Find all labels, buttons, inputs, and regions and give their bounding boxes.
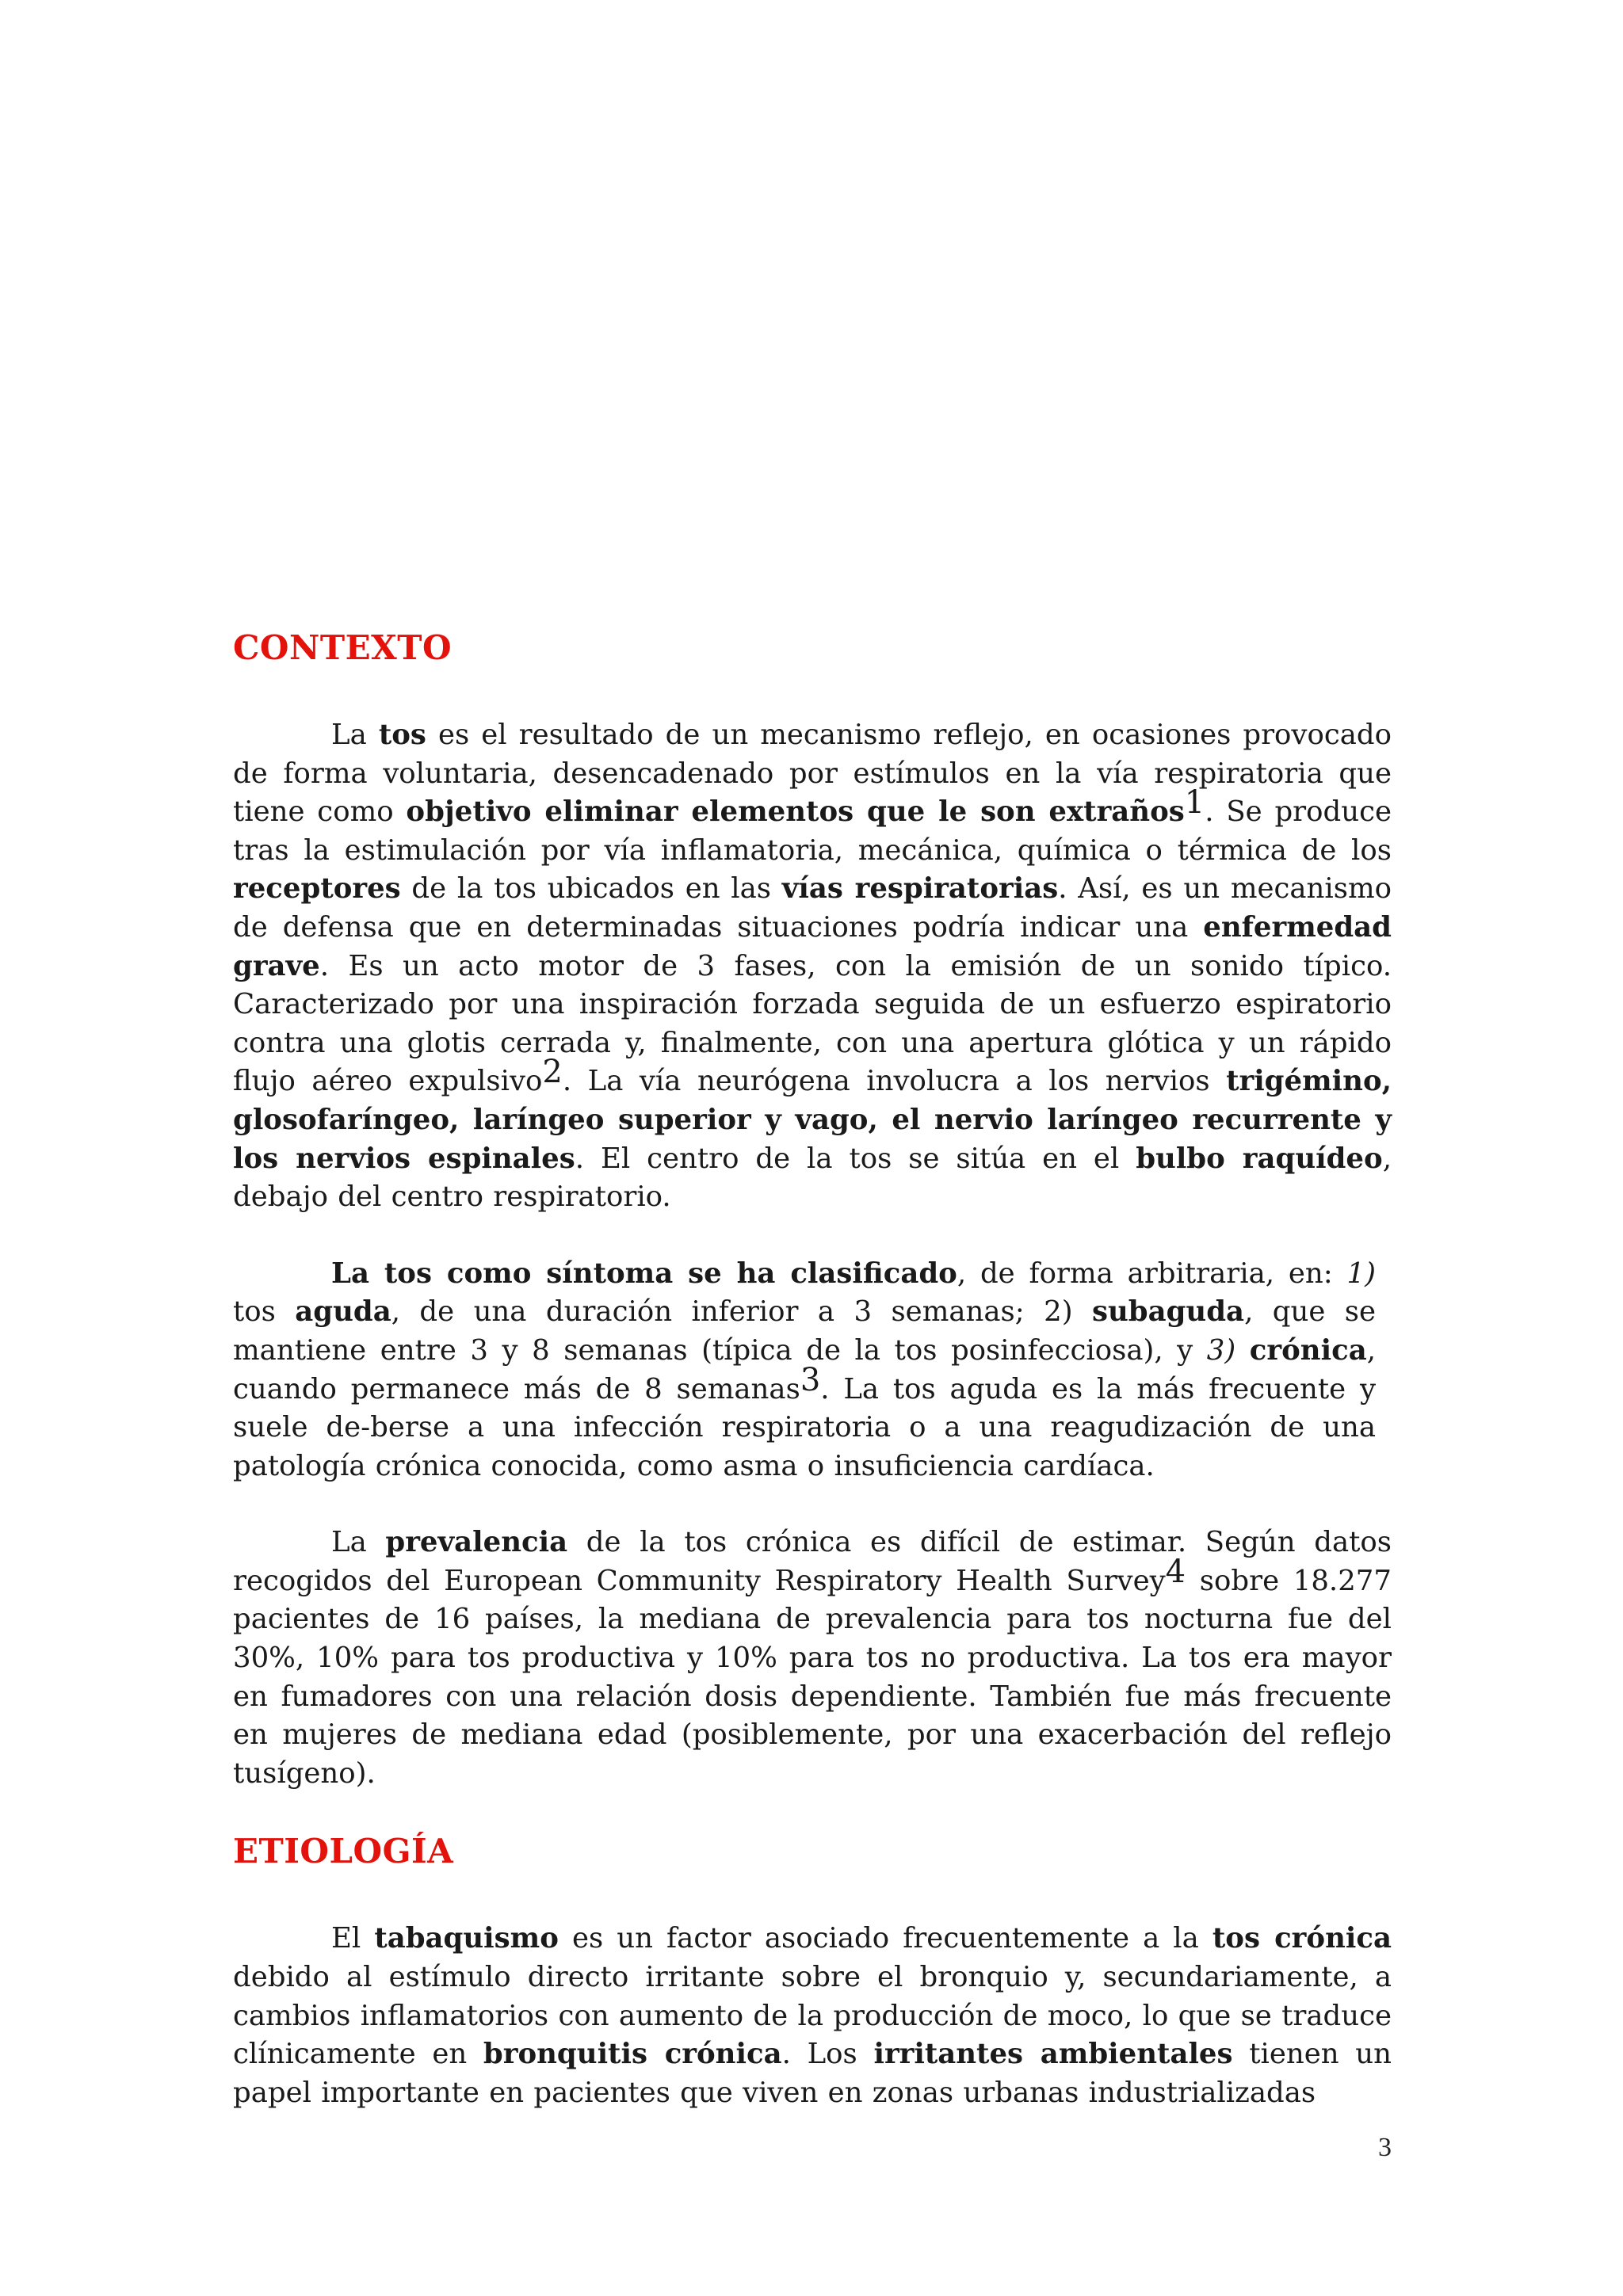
bold-text: subaguda [1091, 1295, 1245, 1329]
bold-text: irritantes ambientales [873, 2038, 1233, 2071]
text-run: . La vía neurógena involucra a los nervios [562, 1065, 1227, 1098]
text-run: es el resultado de un mecanismo reflejo, en ocasiones provocado de forma voluntaria, desencadenado por estímulos en la vía respiratoria que tiene como [233, 719, 1392, 829]
text-run [1235, 1334, 1250, 1367]
footnote-reference: 1 [1184, 784, 1205, 822]
text-run: de la tos ubicados en las [400, 872, 782, 906]
footnote-reference: 3 [800, 1361, 821, 1398]
text-run: tos [233, 1295, 296, 1329]
italic-text: 1) [1346, 1257, 1376, 1290]
bold-text: La tos como síntoma se ha clasificado [331, 1257, 957, 1290]
bold-text: enfermedad grave [233, 910, 1392, 982]
bold-text: tos crónica [1212, 1922, 1392, 1955]
section-heading: ETIOLOGÍA [233, 1832, 454, 1871]
document-body [233, 624, 1392, 2112]
bold-text: crónica [1249, 1333, 1367, 1367]
text-run: , de forma arbitraria, en: [957, 1257, 1347, 1290]
italic-text: 3) [1206, 1333, 1236, 1367]
text-run: , de una duración inferior a 3 semanas; 2) [391, 1295, 1092, 1329]
body-paragraph [233, 1920, 1392, 2112]
text-run: . La tos aguda es la más frecuente y suele de-berse a una infección respiratoria o a una reagudización de una patología crónica conocida, como asma o insuficiencia cardíaca. [233, 1372, 1376, 1482]
text-run: tienen un papel importante en pacientes que viven en zonas urbanas industrializadas [233, 2038, 1392, 2109]
text-run: El [331, 1922, 375, 1955]
body-paragraph [233, 1255, 1376, 1486]
section-heading: CONTEXTO [233, 628, 453, 667]
text-run: . Los [781, 2038, 874, 2071]
text-run: sobre 18.277 pacientes de 16 países, la mediana de prevalencia para tos nocturna fue del 30%, 10% para tos productiva y 10% para tos no productiva. La tos era mayor en fumadores con una relación dosis dependiente. También fue más frecuente en mujeres de mediana edad (posiblemente, por una exacerbación del reflejo tusígeno). [233, 1564, 1392, 1790]
text-run: La [331, 719, 379, 751]
bold-text: aguda [295, 1295, 391, 1329]
text-run: , que se mantiene entre 3 y 8 semanas (típica de la tos posinfecciosa), y [233, 1295, 1376, 1367]
body-paragraph [233, 716, 1392, 1217]
text-run: . Es un acto motor de 3 fases, con la emisión de un sonido típico. Caracterizado por una inspiración forzada seguida de un esfuerzo espiratorio contra una glotis cerrada y, finalmente, con una apertura glótica y un rápido flujo aéreo expulsivo [233, 949, 1392, 1098]
text-run: . Así, es un mecanismo de defensa que en determinadas situaciones podría indicar una [233, 872, 1392, 944]
bold-text: vías respiratorias [781, 872, 1059, 906]
text-run: La [331, 1526, 386, 1559]
body-paragraph [233, 1524, 1392, 1793]
text-run: . El centro de la tos se sitúa en el [575, 1142, 1136, 1175]
bold-text: tos [378, 719, 426, 751]
text-run: , debajo del centro respiratorio. [233, 1142, 1392, 1214]
page-number: 3 [1378, 2133, 1392, 2162]
bold-text: trigémino, glosofaríngeo, laríngeo superior y vago, el nervio laríngeo recurrente y los nervios espinales [233, 1065, 1392, 1175]
text-run: de la tos crónica es difícil de estimar. Según datos recogidos del European Community Respiratory Health Survey [233, 1526, 1392, 1597]
text-run: , cuando permanece más de 8 semanas [233, 1333, 1376, 1405]
footnote-reference: 4 [1165, 1553, 1186, 1590]
bold-text: objetivo eliminar elementos que le son extraños [406, 795, 1185, 829]
bold-text: tabaquismo [374, 1922, 559, 1955]
bold-text: bronquitis crónica [483, 2038, 782, 2071]
footnote-reference: 2 [542, 1054, 563, 1091]
bold-text: bulbo raquídeo [1136, 1142, 1383, 1175]
text-run: . Se produce tras la estimulación por vía inflamatoria, mecánica, química o térmica de los [233, 795, 1392, 867]
text-run: es un factor asociado frecuentemente a la [558, 1922, 1212, 1955]
bold-text: receptores [233, 872, 401, 906]
bold-text: prevalencia [385, 1526, 568, 1559]
text-run: debido al estímulo directo irritante sobre el bronquio y, secundariamente, a cambios inflamatorios con aumento de la producción de moco, lo que se traduce clínicamente en [233, 1961, 1392, 2071]
